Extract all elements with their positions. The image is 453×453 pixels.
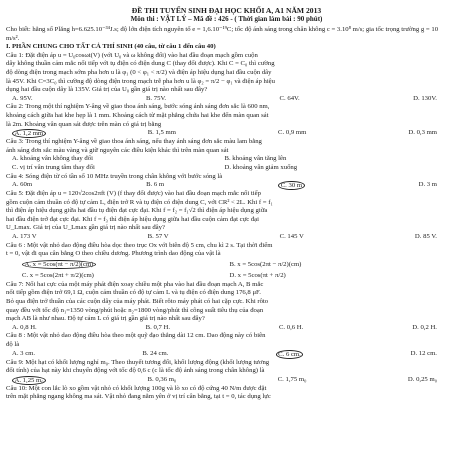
question-7-line: quay đều với tốc độ n₁=1350 vòng/phút hoặc n₂=1800 vòng/phút thì công suất tiêu thụ của đoạn bbox=[6, 306, 264, 314]
option-d[interactable]: D. 0,2 H. bbox=[412, 323, 437, 331]
question-7-line: nối tiếp gồm điện trở 69,1 Ω, cuộn cảm thuần có độ tự cảm L và tụ điện có điện dung 176,8 μF. bbox=[6, 289, 261, 297]
option-c[interactable]: C. x = 5cos(2πt + π/2)(cm) bbox=[22, 271, 94, 279]
exam-title: ĐỀ THI TUYỂN SINH ĐẠI HỌC KHỐI A, A1 NĂM 2013 bbox=[131, 6, 322, 15]
question-3-line: Câu 3: Trong thí nghiệm Y-âng về giao thoa ánh sáng, nếu thay ánh sáng đơn sắc màu lam bằng bbox=[6, 138, 262, 146]
question-8 bbox=[6, 332, 447, 358]
question-8-line: độ là bbox=[6, 341, 20, 348]
question-4-line: Câu 4: Sóng điện từ có tần số 10 MHz truyền trong chân không với bước sóng là bbox=[6, 172, 223, 180]
option-d[interactable]: D. x = 5cos(πt + π/2) bbox=[229, 271, 286, 279]
question-5-line: Câu 5: Đặt điện áp u = 120√2cos2πft (V) (f thay đổi được) vào hai đầu đoạn mạch mắc nối tiếp bbox=[6, 190, 261, 198]
option-b[interactable]: B. 0,36 m₀ bbox=[147, 375, 177, 383]
option-c[interactable]: C. 0,9 mm bbox=[278, 129, 307, 137]
question-1-line: là 45V. Khi C=3C₀ thì cường độ dòng điện trong mạch trễ pha hơn u là φ₂ = π/2 − φ₁ và điện áp hiệu bbox=[6, 77, 275, 85]
question-5-line: gồm cuộn cảm thuần có độ tự cảm L, điện trở R và tụ điện có điện dung C, với CR² < 2L. Khi f = f₁ bbox=[6, 198, 273, 206]
question-9-line: Câu 9: Một hạt có khối lượng nghỉ m₀. Theo thuyết tương đối, khối lượng động (khối lượng tương bbox=[6, 358, 270, 366]
option-d[interactable]: D. 85 V. bbox=[414, 233, 437, 241]
option-a[interactable]: A. 0,8 H. bbox=[12, 323, 37, 331]
option-b[interactable]: B. 24 cm. bbox=[142, 349, 169, 357]
option-a[interactable]: A. 1,25 m₀ bbox=[12, 376, 46, 385]
option-d[interactable]: D. 0,3 mm bbox=[408, 129, 437, 137]
question-1-line: Câu 1: Đặt điện áp u = U₀cosωt(V) (với U₀ và ω không đổi) vào hai đầu đoạn mạch gồm cuộn bbox=[6, 51, 258, 59]
option-c[interactable]: C. 30 m bbox=[278, 181, 304, 190]
question-10-line: Câu 10: Một con lắc lò xo gồm vật nhỏ có khối lượng 100g và lò xo có độ cứng 40 N/m được đặt bbox=[6, 384, 267, 392]
question-5-options bbox=[6, 233, 447, 242]
option-d[interactable]: D. 0,25 m₀ bbox=[407, 375, 437, 383]
question-1-line: dụng hai đầu cuộn dây là 135V. Giá trị của U₀ gần giá trị nào nhất sau đây? bbox=[6, 86, 208, 94]
section-heading: I. PHẦN CHUNG CHO TẤT CẢ THÍ SINH (40 câu, từ câu 1 đến câu 40) bbox=[6, 43, 216, 51]
question-5-line: hai đầu điện trở đạt cực đại. Khi f = f₃ thì điện áp hiệu dụng giữa hai đầu cuộn cảm đạt cực đại bbox=[6, 215, 260, 223]
question-1 bbox=[6, 52, 447, 104]
option-a[interactable]: A. 3 cm. bbox=[12, 349, 36, 357]
question-8-options bbox=[6, 350, 447, 359]
question-7-options bbox=[6, 324, 447, 333]
option-b[interactable]: B. 6 m bbox=[146, 181, 165, 189]
option-c[interactable]: C. 0,6 H. bbox=[278, 323, 304, 331]
question-5 bbox=[6, 190, 447, 242]
option-d[interactable]: D. khoảng vân giảm xuống bbox=[224, 163, 298, 171]
option-d[interactable]: D. 12 cm. bbox=[410, 349, 437, 357]
question-9 bbox=[6, 359, 447, 385]
option-a[interactable]: A. 95V. bbox=[12, 94, 33, 102]
option-b[interactable]: B. 1,5 mm bbox=[147, 129, 176, 137]
option-c[interactable]: C. 1,75 m₀ bbox=[277, 375, 307, 383]
option-a[interactable]: A. 60m bbox=[12, 181, 33, 189]
option-c[interactable]: C. 145 V bbox=[279, 233, 304, 241]
question-2-options bbox=[6, 129, 447, 138]
question-7 bbox=[6, 281, 447, 333]
option-b[interactable]: B. khoảng vân tăng lên bbox=[224, 155, 287, 163]
option-b[interactable]: B. 57 V bbox=[147, 233, 169, 241]
option-a[interactable]: A. khoảng vân không thay đổi bbox=[12, 155, 93, 163]
question-3-options-row-2 bbox=[6, 164, 447, 173]
question-5-line: U_Lmax. Giá trị của U_Lmax gần giá trị nào nhất sau đây? bbox=[6, 224, 165, 232]
exam-subtitle: Môn thi : VẬT LÝ – Mã đề : 426 - ( Thời gian làm bài : 90 phút) bbox=[130, 15, 323, 23]
option-c[interactable]: C. 64V. bbox=[279, 94, 300, 102]
option-a[interactable]: A. 1,2 mm bbox=[12, 129, 46, 138]
option-a-text: A. x = 5cos(πt − π/2)(cm) bbox=[22, 260, 96, 269]
question-3-line: ánh sáng đơn sắc màu vàng và giữ nguyên các điều kiện khác thì trên màn quan sát bbox=[6, 146, 229, 154]
question-6-options-row-1 bbox=[6, 259, 447, 270]
option-d[interactable]: D. 130V. bbox=[413, 94, 437, 102]
question-2-line: khoảng cách giữa hai khe hẹp là 1 mm. Khoảng cách từ mặt phẳng chứa hai khe đến màn quan sát bbox=[6, 111, 269, 119]
option-a[interactable] bbox=[22, 259, 230, 270]
question-1-options bbox=[6, 95, 447, 104]
question-2-line: Câu 2: Trong một thí nghiệm Y-âng về giao thoa ánh sáng, bước sóng ánh sáng đơn sắc là 600 nm, bbox=[6, 103, 270, 111]
question-3-options-row-1 bbox=[6, 155, 447, 164]
question-7-line: Câu 7: Nối hai cực của một máy phát điện xoay chiều một pha vào hai đầu đoạn mạch A, B mắc bbox=[6, 280, 264, 288]
question-9-options bbox=[6, 376, 447, 385]
option-a[interactable]: A. 173 V bbox=[12, 233, 37, 241]
option-b[interactable]: B. 0,7 H. bbox=[145, 323, 171, 331]
question-2-line: là 2m. Khoảng vân quan sát được trên màn có giá trị bằng bbox=[6, 120, 162, 128]
question-4-options bbox=[6, 181, 447, 190]
question-1-line: dây không thuần cảm mắc nối tiếp với tụ điện có điện dung C (thay đổi được). Khi C = C₀ thì cường bbox=[6, 60, 275, 68]
question-10 bbox=[6, 385, 447, 402]
question-7-line: mạch AB là như nhau. Độ tự cảm L có giá trị gần giá trị nào nhất sau đây? bbox=[6, 315, 205, 323]
option-d[interactable]: D. 3 m bbox=[418, 181, 437, 189]
option-b[interactable]: B. x = 5cos(2πt − π/2)(cm) bbox=[229, 260, 302, 268]
question-1-line: độ dòng điện trong mạch sớm pha hơn u là φ₁ (0 < φ₁ < π/2) và điện áp hiệu dụng hai đầu cuộn dây bbox=[6, 68, 272, 76]
question-3 bbox=[6, 138, 447, 172]
question-8-line: Câu 8 : Một vật nhỏ dao động điều hòa theo một quỹ đạo thẳng dài 12 cm. Dao động này có biên bbox=[6, 332, 266, 340]
question-6 bbox=[6, 242, 447, 281]
intro-text: Cho biết: hằng số Plăng h=6.625.10⁻³⁴J.s; độ lớn điện tích nguyên tố e = 1,6.10⁻¹⁹C; tốc độ ánh sáng trong chân không c = 3.10⁸ m/s; gia tốc trọng trường g = 10 m/s². bbox=[6, 26, 439, 42]
question-4 bbox=[6, 173, 447, 191]
question-6-options-row-2 bbox=[6, 270, 447, 281]
question-6-line: Câu 6 : Một vật nhỏ dao động điều hòa dọc theo trục Ox với biên độ 5 cm, chu kì 2 s. Tại thời điểm bbox=[6, 241, 273, 249]
question-6-line: t = 0, vật đi qua cân bằng O theo chiều dương. Phương trình dao động của vật là bbox=[6, 250, 221, 258]
option-b[interactable]: B. 75V. bbox=[145, 94, 167, 102]
question-10-line: trên mặt phẳng ngang không ma sát. Vật nhỏ đang nằm yên ở vị trí cân bằng, tại t = 0, tác dụng lực bbox=[6, 393, 271, 401]
question-5-line: thì điện áp hiệu dụng giữa hai đầu tụ điện đạt cực đại. Khi f = f₂ = f₁√2 thì điện áp hiệu dụng giữa bbox=[6, 207, 268, 215]
option-c[interactable]: C. vị trí vân trung tâm thay đổi bbox=[12, 163, 95, 171]
question-9-line: đối tính) của hạt này khi chuyển động với tốc độ 0,6 c (c là tốc độ ánh sáng trong chân không) là bbox=[6, 367, 265, 375]
question-7-line: Bỏ qua điện trở thuần của các cuộn dây của máy phát. Biết rôto máy phát có hai cặp cực. Khi rôto bbox=[6, 298, 269, 306]
question-2 bbox=[6, 103, 447, 138]
option-c[interactable]: C. 6 cm. bbox=[276, 350, 304, 359]
